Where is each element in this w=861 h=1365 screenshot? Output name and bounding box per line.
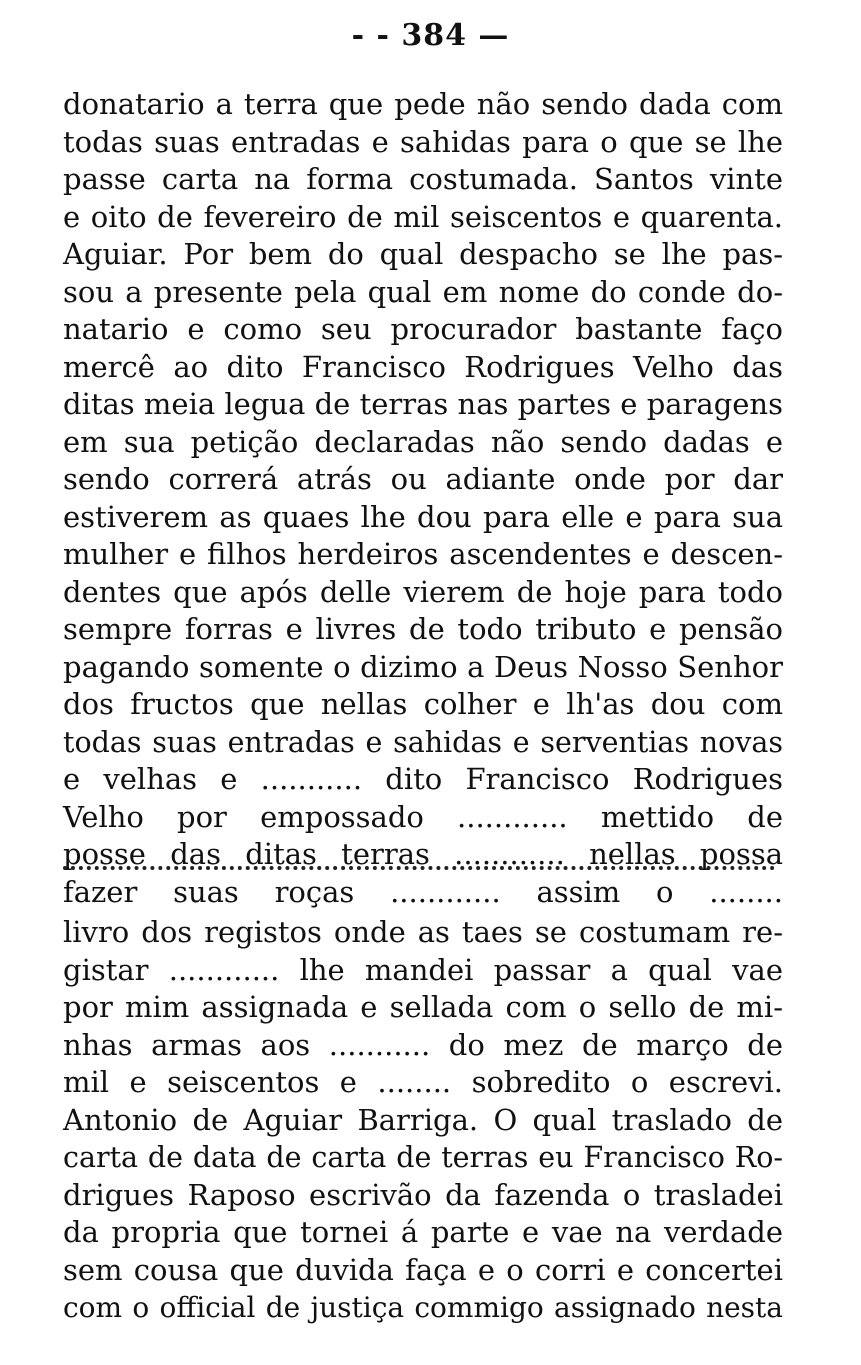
text-line: Aguiar. Por bem do qual despacho se lhe pas-	[63, 237, 783, 271]
text-line: donatario a terra que pede não sendo dada com	[63, 87, 783, 121]
text-line: sendo correrá atrás ou adiante onde por dar	[63, 462, 783, 496]
text-line: todas suas entradas e sahidas para o que se lhe	[63, 124, 783, 159]
text-line: sem cousa que duvida faça e o corri e concertei	[63, 1252, 783, 1287]
text-line: estiverem as quaes lhe dou para elle e para sua	[63, 499, 783, 534]
text-line: Velho por empossado ............ mettido de	[63, 799, 783, 834]
text-line: e oito de fevereiro de mil seiscentos e quarenta.	[63, 199, 783, 234]
text-line: gistar ............ lhe mandei passar a qual vae	[63, 952, 783, 987]
text-line: drigues Raposo escrivão da fazenda o trasladei	[63, 1177, 783, 1212]
text-line: todas suas entradas e sahidas e serventias novas	[63, 725, 783, 759]
text-line: ditas meia legua de terras nas partes e paragens	[63, 387, 783, 421]
text-line: Antonio de Aguiar Barriga. O qual traslado de	[63, 1102, 783, 1137]
text-line: nhas armas aos ........... do mez de março de	[63, 1027, 783, 1062]
text-line: em sua petição declaradas não sendo dadas e	[63, 424, 783, 459]
text-line: da propria que tornei á parte e vae na verdade	[63, 1215, 783, 1249]
text-line: fazer suas roças ............ assim o ........	[63, 874, 783, 909]
text-line: sou a presente pela qual em nome do conde do-	[63, 274, 783, 309]
page-number: - - 384 —	[351, 18, 510, 53]
text-line: por mim assignada e sellada com o sello de mi-	[63, 990, 783, 1024]
text-line: dos fructos que nellas colher e lh'as dou com	[63, 687, 783, 721]
text-line: mulher e filhos herdeiros ascendentes e descen-	[63, 537, 783, 571]
text-line: mil e seiscentos e ........ sobredito o escrevi.	[63, 1065, 783, 1099]
text-line: mercê ao dito Francisco Rodrigues Velho das	[63, 349, 783, 384]
text-line: carta de data de carta de terras eu Francisco Ro-	[63, 1141, 783, 1174]
text-line: dentes que após delle vierem de hoje para todo	[63, 574, 783, 609]
text-line: e velhas e ........... dito Francisco Rodrigues	[63, 762, 783, 796]
text-line: passe carta na forma costumada. Santos vinte	[63, 162, 783, 196]
text-line: posse das ditas terras ............ nellas possa	[63, 837, 783, 871]
text-line: pagando somente o dizimo a Deus Nosso Senhor	[63, 649, 783, 684]
text-line: natario e como seu procurador bastante faço	[63, 312, 783, 346]
paragraph-1	[63, 86, 783, 911]
dotted-separator	[63, 866, 775, 870]
text-line: com o official de justiça commigo assignado nesta	[63, 1291, 783, 1324]
text-line: sempre forras e livres de todo tributo e pensão	[63, 612, 783, 646]
paragraph-2	[63, 914, 783, 1327]
text-line: livro dos registos onde as taes se costumam re-	[63, 915, 783, 949]
